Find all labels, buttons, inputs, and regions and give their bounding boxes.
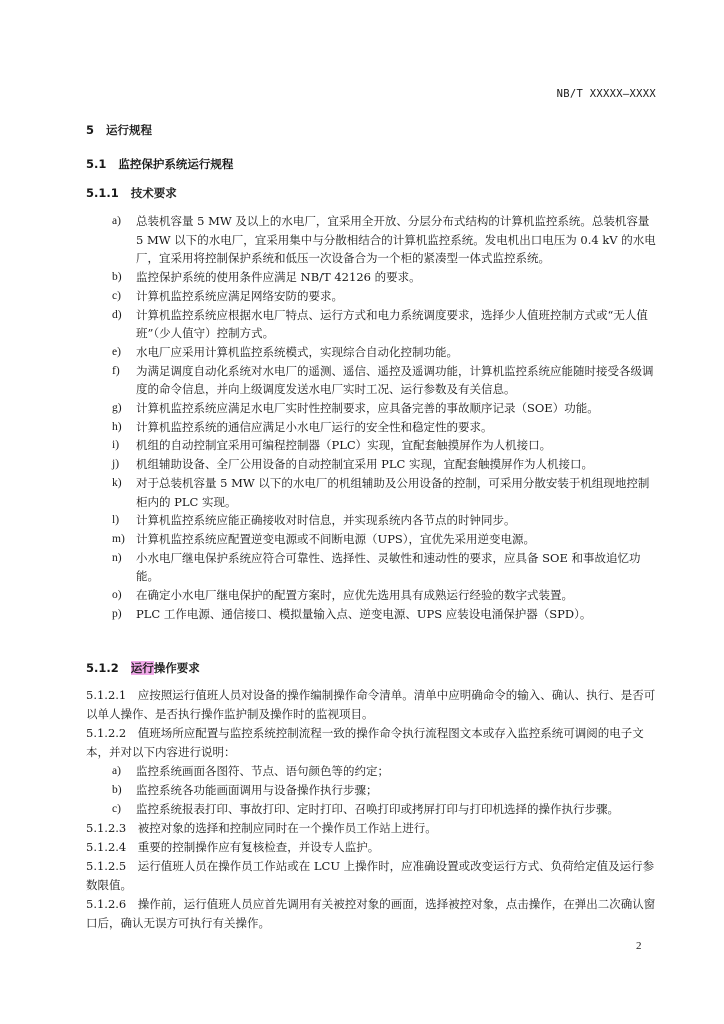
list-item: p) PLC 工作电源、通信接口、模拟量输入点、逆变电源、UPS 应装设电涌保护器（SPD）。 [112, 606, 592, 621]
section-5-1-2-heading [86, 660, 200, 676]
list-item: h) 计算机监控系统的通信应满足小水电厂运行的安全性和稳定性的要求。 [112, 419, 493, 434]
list-item: l) 计算机监控系统应能正确接收对时信息，并实现系统内各节点的时钟同步。 [112, 513, 516, 528]
list-item: c) 计算机监控系统应满足网络安防的要求。 [112, 288, 343, 303]
section-number: 5.1.2 [86, 661, 119, 675]
list-item: m) 计算机监控系统应配置逆变电源或不间断电源（UPS），宜优先采用逆变电源。 [112, 531, 536, 546]
list-item: b) 监控系统各功能画面调用与设备操作执行步骤； [112, 783, 378, 797]
paragraph-5-1-2-3: 5.1.2.3 被控对象的选择和控制应同时在一个操作员工作站上进行。 [86, 821, 437, 835]
list-item: b) 监控保护系统的使用条件应满足 NB/T 42126 的要求。 [112, 270, 421, 285]
list-item: j) 机组辅助设备、全厂公用设备的自动控制宜采用 PLC 实现，宜配套触摸屏作为人机接口。 [112, 457, 593, 472]
highlighted-text: 运行 [130, 661, 154, 675]
paragraph-5-1-2-4: 5.1.2.4 重要的控制操作应有复核检查，并设专人监护。 [86, 840, 380, 854]
list-item: n) 小水电厂继电保护系统应符合可靠性、选择性、灵敏性和速动性的要求，应具备 SOE 和事故追忆功能。 [112, 550, 641, 584]
paragraph-5-1-2-5: 5.1.2.5 运行值班人员在操作员工作站或在 LCU 上操作时，应准确设置或改变运行方式、负荷给定值及运行参数限值。 [86, 859, 655, 892]
section-title: 监控保护系统运行规程 [118, 157, 234, 171]
sub-list [112, 762, 657, 819]
list-item: f) 为满足调度自动化系统对水电厂的遥测、遥信、遥控及遥调功能，计算机监控系统应能随时接受各级调度的命令信息，并向上级调度发送水电厂实时工况、运行参数及有关信息。 [112, 363, 654, 397]
list-item: i) 机组的自动控制宜采用可编程控制器（PLC）实现，宜配套触摸屏作为人机接口。 [112, 438, 552, 453]
paragraph-5-1-2-6: 5.1.2.6 操作前，运行值班人员应首先调用有关被控对象的画面，选择被控对象，点击操作，在弹出二次确认窗口后，确认无误方可执行有关操作。 [86, 897, 656, 930]
list-item: c) 监控系统报表打印、事故打印、定时打印、召唤打印或拷屏打印与打印机选择的操作执行步骤。 [112, 802, 619, 816]
section-title: 运行规程 [106, 123, 153, 137]
list-item: a) 总装机容量 5 MW 及以上的水电厂，宜采用全开放、分层分布式结构的计算机监控系统。总装机容量 5 MW 以下的水电厂，宜采用集中与分散相结合的计算机监控系统。发电机出口电压为 0.4 kV 的水电厂，宜采用将控制保护系统和低压一次设备合为一个柜的紧凑型一体式监控系统。 [112, 214, 656, 266]
section-5-heading [86, 122, 152, 138]
list-item: d) 计算机监控系统应根据水电厂特点、运行方式和电力系统调度要求，选择少人值班控制方式或“无人值班”（少人值守）控制方式。 [112, 307, 648, 341]
list-item: k) 对于总装机容量 5 MW 以下的水电厂的机组辅助及公用设备的控制，可采用分散安装于机组现地控制柜内的 PLC 实现。 [112, 475, 650, 509]
paragraph-5-1-2-2: 5.1.2.2 值班场所应配置与监控系统控制流程一致的操作命令执行流程图文本或存入监控系统可调阅的电子文本，并对以下内容进行说明： [86, 726, 644, 759]
section-5-1-heading [86, 156, 233, 172]
list-item: g) 计算机监控系统应满足水电厂实时性控制要求，应具备完善的事故顺序记录（SOE）功能。 [112, 401, 599, 416]
section-number: 5.1 [86, 157, 107, 171]
section-5-1-1-heading [86, 185, 177, 201]
page-number: 2 [636, 940, 642, 952]
section-title: 操作要求 [153, 661, 200, 675]
section-title: 技术要求 [130, 186, 177, 200]
list-item: e) 水电厂应采用计算机监控系统模式，实现综合自动化控制功能。 [112, 344, 458, 359]
paragraph-5-1-2-1: 5.1.2.1 应按照运行值班人员对设备的操作编制操作命令清单。清单中应明确命令的输入、确认、执行、是否可以单人操作、是否执行操作监护制及操作时的监视项目。 [86, 688, 656, 721]
technical-requirements-list [112, 212, 657, 623]
section-number: 5.1.1 [86, 186, 119, 200]
standard-number: NB/T XXXXX—XXXX [556, 88, 656, 100]
section-number: 5 [86, 123, 95, 137]
list-item: o) 在确定小水电厂继电保护的配置方案时，应优先选用具有成熟运行经验的数字式装置。 [112, 588, 573, 603]
list-item: a) 监控系统画面各图符、节点、语句颜色等的约定； [112, 764, 389, 778]
